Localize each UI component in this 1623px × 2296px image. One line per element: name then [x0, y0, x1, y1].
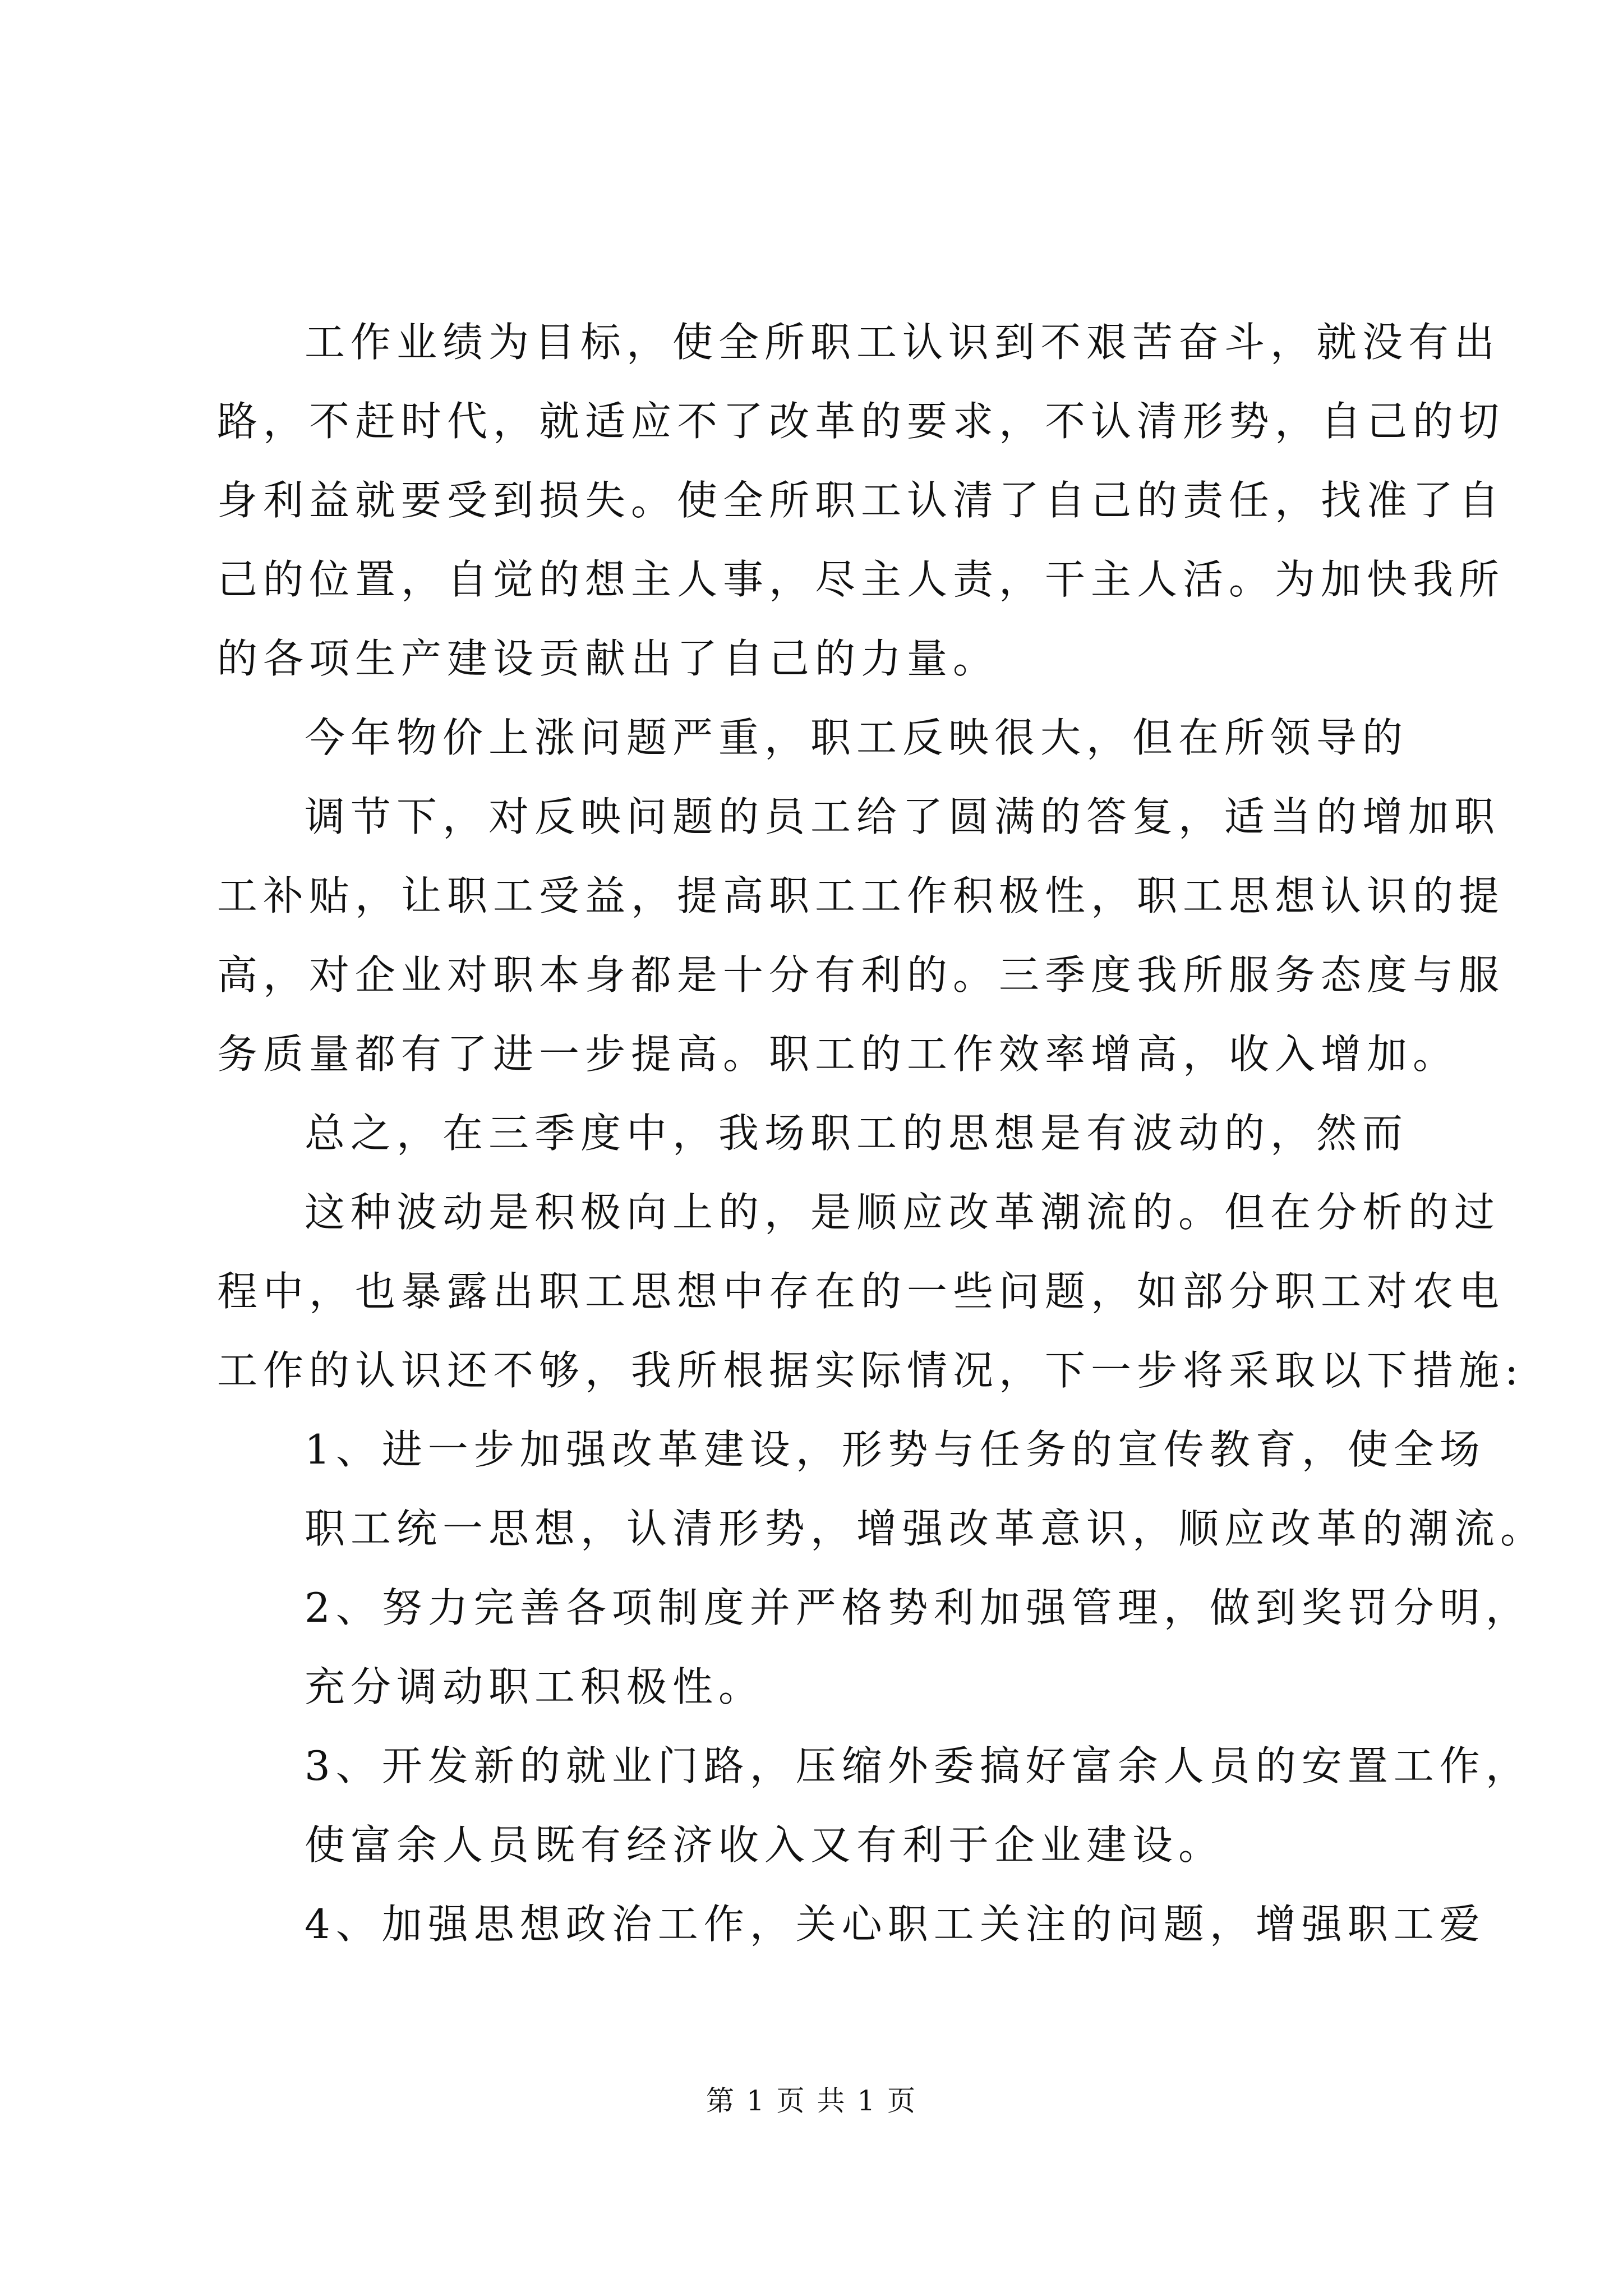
list-item-2-continued: 充分调动职工积极性。 [305, 1663, 765, 1710]
text-line: 的各项生产建设贡献出了自己的力量。 [217, 635, 999, 682]
text-line: 调节下，对反映问题的员工给了圆满的答复，适当的增加职 [305, 793, 1501, 840]
text-line: 高，对企业对职本身都是十分有利的。三季度我所服务态度与服 [217, 951, 1505, 999]
text-line: 今年物价上涨问题严重，职工反映很大，但在所领导的 [305, 714, 1409, 761]
text-line: 程中，也暴露出职工思想中存在的一些问题，如部分职工对农电 [217, 1268, 1505, 1315]
list-item-3: 3、开发新的就业门路，压缩外委搞好富余人员的安置工作， [305, 1742, 1532, 1789]
text-line: 工作业绩为目标，使全所职工认识到不艰苦奋斗，就没有出 [305, 319, 1501, 366]
text-line: 工作的认识还不够，我所根据实际情况，下一步将采取以下措施: [217, 1347, 1524, 1394]
text-line: 务质量都有了进一步提高。职工的工作效率增高，收入增加。 [217, 1030, 1459, 1078]
text-line: 这种波动是积极向上的，是顺应改革潮流的。但在分析的过 [305, 1189, 1501, 1236]
list-item-4: 4、加强思想政治工作，关心职工关注的问题，增强职工爱 [305, 1901, 1486, 1948]
text-line: 工补贴，让职工受益，提高职工工作积极性，职工思想认识的提 [217, 872, 1505, 919]
text-line: 己的位置，自觉的想主人事，尽主人责，干主人活。为加快我所 [217, 556, 1505, 603]
text-line: 总之，在三季度中，我场职工的思想是有波动的，然而 [305, 1110, 1409, 1157]
page-footer: 第 1 页 共 1 页 [706, 2085, 917, 2117]
text-line: 路，不赶时代，就适应不了改革的要求，不认清形势，自己的切 [217, 398, 1505, 445]
list-item-1-continued: 职工统一思想，认清形势，增强改革意识，顺应改革的潮流。 [305, 1505, 1547, 1552]
text-line: 身利益就要受到损失。使全所职工认清了自己的责任，找准了自 [217, 477, 1505, 524]
list-item-3-continued: 使富余人员既有经济收入又有利于企业建设。 [305, 1821, 1225, 1869]
body-text [217, 303, 1547, 1964]
list-item-2: 2、努力完善各项制度并严格势利加强管理，做到奖罚分明， [305, 1584, 1532, 1631]
list-item-1: 1、进一步加强改革建设，形势与任务的宣传教育，使全场 [305, 1426, 1486, 1473]
